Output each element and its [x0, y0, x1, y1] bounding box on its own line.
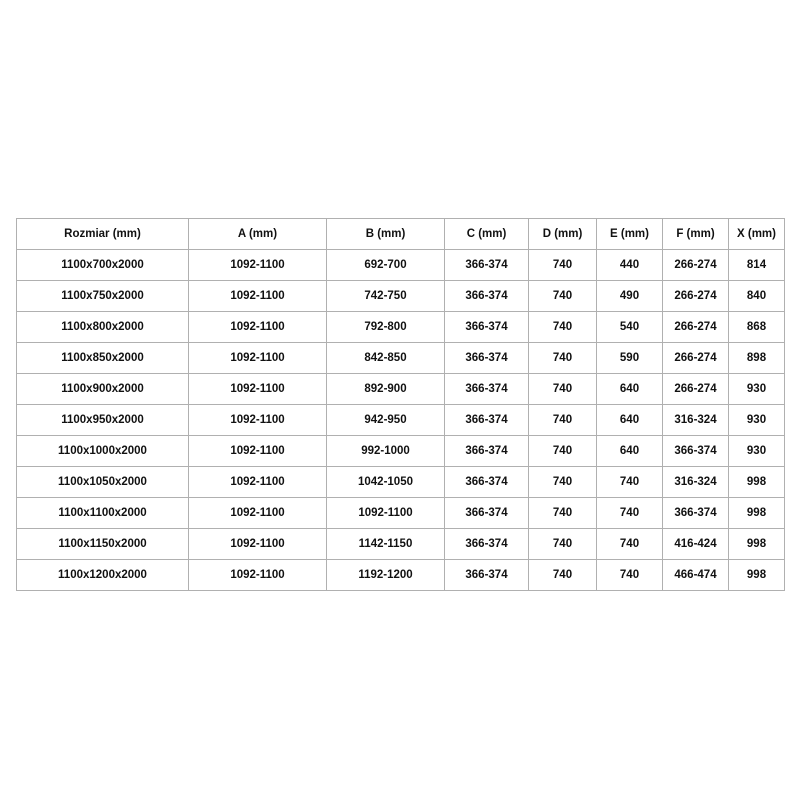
cell-e: 640: [597, 436, 663, 467]
cell-x: 998: [729, 467, 785, 498]
cell-d: 740: [529, 529, 597, 560]
cell-size: 1100x1150x2000: [17, 529, 189, 560]
cell-b: 1192-1200: [327, 560, 445, 591]
cell-c: 366-374: [445, 405, 529, 436]
cell-size: 1100x1000x2000: [17, 436, 189, 467]
cell-e: 540: [597, 312, 663, 343]
cell-c: 366-374: [445, 467, 529, 498]
cell-a: 1092-1100: [189, 467, 327, 498]
cell-d: 740: [529, 250, 597, 281]
cell-f: 266-274: [663, 374, 729, 405]
column-header-size: Rozmiar (mm): [17, 219, 189, 250]
cell-c: 366-374: [445, 343, 529, 374]
cell-b: 892-900: [327, 374, 445, 405]
column-header-a: A (mm): [189, 219, 327, 250]
column-header-b: B (mm): [327, 219, 445, 250]
cell-f: 266-274: [663, 343, 729, 374]
cell-b: 792-800: [327, 312, 445, 343]
table-body: [17, 250, 785, 591]
table-row: [17, 281, 785, 312]
cell-f: 316-324: [663, 405, 729, 436]
cell-a: 1092-1100: [189, 343, 327, 374]
cell-size: 1100x750x2000: [17, 281, 189, 312]
cell-a: 1092-1100: [189, 436, 327, 467]
cell-size: 1100x1050x2000: [17, 467, 189, 498]
cell-d: 740: [529, 343, 597, 374]
table-row: [17, 560, 785, 591]
cell-size: 1100x1200x2000: [17, 560, 189, 591]
table-row: [17, 498, 785, 529]
cell-size: 1100x850x2000: [17, 343, 189, 374]
cell-e: 740: [597, 560, 663, 591]
column-header-e: E (mm): [597, 219, 663, 250]
cell-e: 490: [597, 281, 663, 312]
cell-d: 740: [529, 560, 597, 591]
cell-size: 1100x900x2000: [17, 374, 189, 405]
cell-d: 740: [529, 374, 597, 405]
cell-a: 1092-1100: [189, 281, 327, 312]
table-row: [17, 467, 785, 498]
cell-d: 740: [529, 498, 597, 529]
cell-a: 1092-1100: [189, 405, 327, 436]
cell-x: 998: [729, 560, 785, 591]
cell-a: 1092-1100: [189, 250, 327, 281]
cell-x: 840: [729, 281, 785, 312]
column-header-c: C (mm): [445, 219, 529, 250]
table-row: [17, 405, 785, 436]
cell-e: 740: [597, 498, 663, 529]
cell-f: 266-274: [663, 250, 729, 281]
cell-b: 1092-1100: [327, 498, 445, 529]
cell-a: 1092-1100: [189, 560, 327, 591]
column-header-f: F (mm): [663, 219, 729, 250]
cell-f: 316-324: [663, 467, 729, 498]
cell-b: 942-950: [327, 405, 445, 436]
cell-e: 640: [597, 374, 663, 405]
cell-f: 366-374: [663, 498, 729, 529]
cell-d: 740: [529, 467, 597, 498]
cell-f: 266-274: [663, 281, 729, 312]
table-row: [17, 374, 785, 405]
cell-f: 366-374: [663, 436, 729, 467]
cell-b: 742-750: [327, 281, 445, 312]
cell-c: 366-374: [445, 374, 529, 405]
cell-c: 366-374: [445, 529, 529, 560]
cell-size: 1100x950x2000: [17, 405, 189, 436]
cell-d: 740: [529, 405, 597, 436]
cell-c: 366-374: [445, 250, 529, 281]
cell-a: 1092-1100: [189, 498, 327, 529]
cell-c: 366-374: [445, 560, 529, 591]
cell-f: 416-424: [663, 529, 729, 560]
cell-x: 930: [729, 374, 785, 405]
table-row: [17, 250, 785, 281]
cell-x: 868: [729, 312, 785, 343]
cell-d: 740: [529, 436, 597, 467]
cell-a: 1092-1100: [189, 374, 327, 405]
cell-x: 930: [729, 405, 785, 436]
cell-x: 898: [729, 343, 785, 374]
cell-a: 1092-1100: [189, 312, 327, 343]
cell-e: 740: [597, 467, 663, 498]
table-header-row: [17, 219, 785, 250]
cell-c: 366-374: [445, 281, 529, 312]
cell-c: 366-374: [445, 436, 529, 467]
cell-c: 366-374: [445, 498, 529, 529]
table-header: [17, 219, 785, 250]
cell-b: 1142-1150: [327, 529, 445, 560]
cell-c: 366-374: [445, 312, 529, 343]
cell-b: 1042-1050: [327, 467, 445, 498]
cell-b: 992-1000: [327, 436, 445, 467]
table-row: [17, 343, 785, 374]
size-table-container: [16, 218, 784, 591]
cell-x: 814: [729, 250, 785, 281]
cell-e: 640: [597, 405, 663, 436]
cell-e: 740: [597, 529, 663, 560]
table-row: [17, 312, 785, 343]
column-header-x: X (mm): [729, 219, 785, 250]
table-row: [17, 436, 785, 467]
cell-b: 842-850: [327, 343, 445, 374]
cell-f: 266-274: [663, 312, 729, 343]
cell-size: 1100x700x2000: [17, 250, 189, 281]
cell-size: 1100x1100x2000: [17, 498, 189, 529]
size-specification-table: [16, 218, 785, 591]
cell-d: 740: [529, 312, 597, 343]
cell-size: 1100x800x2000: [17, 312, 189, 343]
table-row: [17, 529, 785, 560]
cell-d: 740: [529, 281, 597, 312]
cell-x: 930: [729, 436, 785, 467]
cell-x: 998: [729, 529, 785, 560]
column-header-d: D (mm): [529, 219, 597, 250]
cell-a: 1092-1100: [189, 529, 327, 560]
cell-x: 998: [729, 498, 785, 529]
cell-e: 440: [597, 250, 663, 281]
cell-f: 466-474: [663, 560, 729, 591]
cell-e: 590: [597, 343, 663, 374]
cell-b: 692-700: [327, 250, 445, 281]
